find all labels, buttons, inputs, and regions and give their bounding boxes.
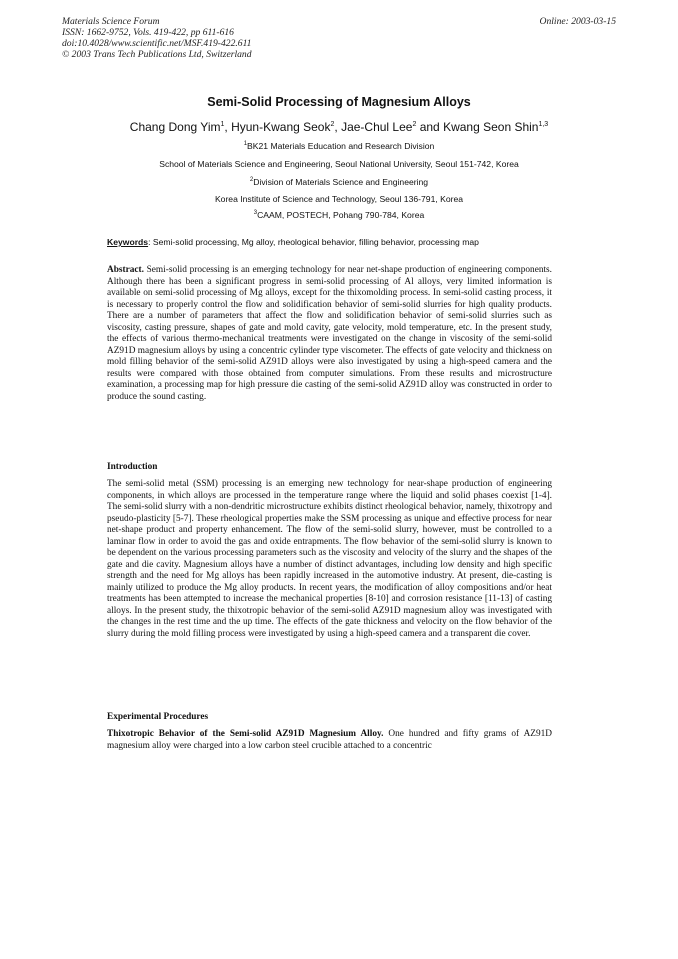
paper-title: Semi-Solid Processing of Magnesium Alloys (207, 95, 471, 109)
affiliation-line (0, 159, 678, 169)
author-affil-sup: 1,3 (538, 121, 549, 128)
introduction-paragraph: The semi-solid metal (SSM) processing is an emerging new technology for near-shape production of engineering components, in which alloys are processed in the temperature range where the liquid and solid phases coexist [1-4]. The semi-solid slurry with a non-dendritic microstructure exhibits distinct rheological behavior, namely, thixotropy and pseudo-plasticity [5-7]. These rheological properties make the SSM processing as unique and effective process for near net-shape product and property enhancement. The flow of the semi-solid slurry, however, must be controlled to a laminar flow in order to avoid the gas and oxide entrapments. The flow behavior of the semi-solid slurry is known to be dependent on the various processing parameters such as the viscosity and velocity of the slurry and the shapes of the gate and die cavity. Magnesium alloys have a number of distinct advantages, including low density and high specific strength and the need for Mg alloys has been rapidly increased in the automotive industry. At present, die-casting is mainly utilized to produce the Mg alloy products. In recent years, the modification of alloy compositions and/or heat treatments has been attempted to increase the mechanical properties [8-10] and corrosion resistance [11-13] of casting alloys. In the present study, the thixotropic behavior of the semi-solid AZ91D magnesium alloy was investigated with the changes in the rest time and the up time. The effects of the gate thickness and velocity on the flow behavior of the slurry during the mold filling process were investigated by using a high-speed camera and a transparent die cover. (107, 479, 552, 639)
abstract-text: Semi-solid processing is an emerging technology for near net-shape production of engineering components. Although there has been a significant progress in semi-solid processing of Al alloys, very limited information is available on semi-solid processing of Mg alloys, except for the thixomolding process. In semi-solid casting process, it is necessary to properly control the flow and solidification behavior of semi-solid slurries for high quality products. There are a number of parameters that affect the flow and solidification behavior of semi-solid slurries such as viscosity, casting pressure, shapes of gate and mold cavity, gate velocity, mold temperature, etc. In the present study, the effects of various thermo-mechanical treatments were investigated on the change in viscosity of the semi-solid AZ91D magnesium alloys by using a concentric cylinder type viscometer. The effects of gate velocity and thickness on mold filling behavior of the semi-solid AZ91D alloys were also investigated by using a high-speed camera and the results were compared with those obtained from computer simulations. From these results and microstructure examination, a processing map for high pressure die casting of the semi-solid AZ91D alloy was constructed in order to produce the sound casting. (107, 265, 552, 402)
affiliation-sup: 2 (249, 177, 254, 183)
keywords-text: : Semi-solid processing, Mg alloy, rheological behavior, filling behavior, processing map (148, 237, 479, 247)
abstract-label: Abstract. (107, 265, 144, 275)
author-list (0, 120, 678, 134)
doi-line[interactable]: doi:10.4028/www.scientific.net/MSF.419-422.611 (62, 38, 252, 49)
author-name: Hyun-Kwang Seok (231, 120, 331, 134)
author-affil-sup: 2 (330, 121, 335, 128)
affiliation-text: Korea Institute of Science and Technology, Seoul 136-791, Korea (214, 194, 464, 204)
affiliation-line (0, 177, 678, 187)
section-heading-introduction: Introduction (107, 462, 158, 472)
keywords-label: Keywords (107, 237, 149, 247)
experimental-text: One hundred and fifty grams of AZ91D magnesium alloy were charged into a low carbon steel crucible attached to a concentric (107, 729, 552, 751)
author-affil-sup: 2 (412, 121, 417, 128)
affiliation-line (0, 210, 678, 220)
author-separator: , (334, 120, 342, 134)
affiliation-sup: 1 (243, 141, 248, 147)
affiliation-line (0, 194, 678, 204)
affiliation-sup: 3 (253, 210, 258, 216)
online-date: Online: 2003-03-15 (539, 16, 616, 27)
affiliation-text: School of Materials Science and Engineering, Seoul National University, Seoul 151-742, Korea (159, 159, 519, 169)
experimental-paragraph (107, 729, 552, 752)
author-separator: and (416, 120, 444, 134)
author-separator: , (224, 120, 232, 134)
affiliation-line (0, 141, 678, 151)
abstract-paragraph (107, 265, 552, 403)
affiliation-text: Division of Materials Science and Engineering (253, 177, 429, 187)
issn-line: ISSN: 1662-9752, Vols. 419-422, pp 611-616 (62, 27, 234, 38)
author-name: Kwang Seon Shin (443, 120, 539, 134)
section-heading-experimental: Experimental Procedures (107, 712, 209, 722)
journal-metadata (62, 16, 252, 60)
author-name: Jae-Chul Lee (341, 120, 413, 134)
copyright-line: © 2003 Trans Tech Publications Ltd, Switzerland (62, 49, 252, 60)
author-affil-sup: 1 (220, 121, 225, 128)
affiliation-text: CAAM, POSTECH, Pohang 790-784, Korea (257, 210, 425, 220)
journal-name: Materials Science Forum (62, 16, 160, 27)
keywords-line (107, 237, 479, 247)
author-name: Chang Dong Yim (129, 120, 221, 134)
affiliation-text: BK21 Materials Education and Research Division (247, 141, 435, 151)
subsection-heading: Thixotropic Behavior of the Semi-solid AZ91D Magnesium Alloy. (107, 729, 384, 739)
